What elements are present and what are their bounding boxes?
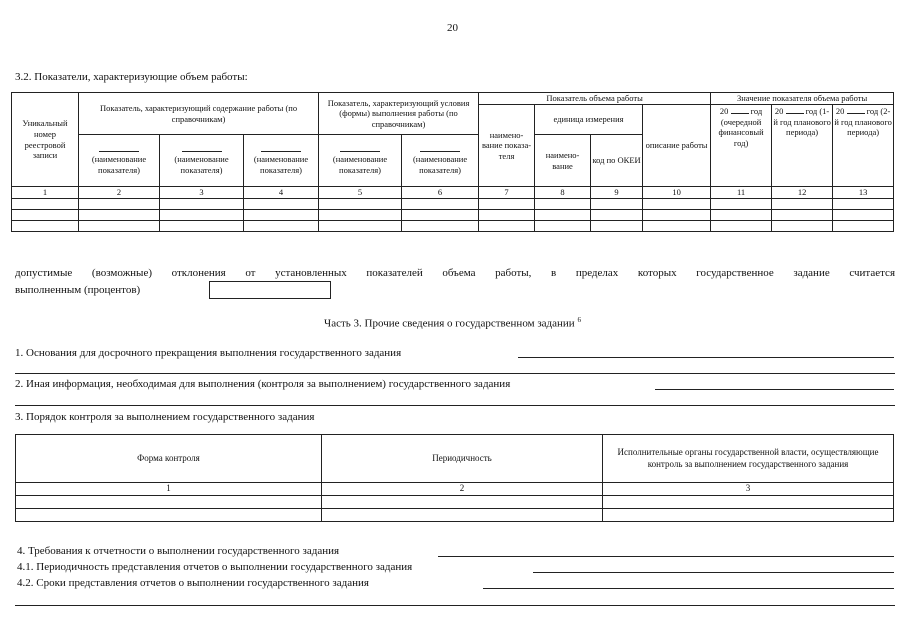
header-unit: единица измерения	[535, 105, 643, 135]
header-unit-name: наимено-вание	[535, 135, 591, 187]
header-control-form: Форма контроля	[16, 435, 322, 483]
question-3: 3. Порядок контроля за выполнением государственного задания	[15, 411, 315, 423]
header-name-indicator-4: (наименование показателя)	[319, 135, 402, 187]
col-number: 8	[535, 187, 591, 199]
col-number: 4	[244, 187, 319, 199]
header-periodicity: Периодичность	[322, 435, 603, 483]
header-volume-indicator: Показатель объема работы	[479, 93, 711, 105]
footnote-marker: 6	[577, 316, 581, 324]
col-number: 13	[833, 187, 894, 199]
page-number: 20	[447, 22, 458, 34]
col-number: 11	[711, 187, 772, 199]
table-row	[12, 220, 894, 231]
table-row	[16, 495, 894, 508]
header-indicator-name: наимено-вание показа-теля	[479, 105, 535, 187]
section-title: 3.2. Показатели, характеризующие объем работы:	[15, 71, 248, 83]
part3-title: Часть 3. Прочие сведения о государственном задании $^6$	[324, 316, 581, 330]
header-work-description: описание работы	[643, 105, 711, 187]
col-number: 1	[12, 187, 79, 199]
question-4-1: 4.1. Периодичность представления отчетов о выполнении государственного задания	[17, 561, 413, 573]
col-number: 10	[643, 187, 711, 199]
col-number: 1	[16, 483, 322, 496]
question-1: 1. Основания для досрочного прекращения выполнения государственного задания	[15, 347, 402, 359]
column-numbers-row	[16, 483, 894, 496]
col-number: 2	[79, 187, 160, 199]
answer-line-4[interactable]	[438, 556, 894, 557]
col-number: 7	[479, 187, 535, 199]
table-row	[16, 508, 894, 521]
header-conditions-indicator: Показатель, характеризующий условия (формы) выполнения работы (по справочникам)	[319, 93, 479, 135]
header-content-indicator: Показатель, характеризующий содержание работы (по справочникам)	[79, 93, 319, 135]
question-4-2: 4.2. Сроки представления отчетов о выполнении государственного задания	[17, 577, 369, 589]
table-row	[12, 209, 894, 220]
answer-line-4-2b[interactable]	[15, 605, 895, 606]
col-number: 6	[402, 187, 479, 199]
col-number: 3	[160, 187, 244, 199]
col-number: 12	[772, 187, 833, 199]
header-unique-number: Уникальный номер реестровой записи	[12, 93, 79, 187]
col-number: 5	[319, 187, 402, 199]
question-4: 4. Требования к отчетности о выполнении государственного задания	[17, 545, 340, 557]
header-name-indicator-5: (наименование показателя)	[402, 135, 479, 187]
header-name-indicator-1: (наименование показателя)	[79, 135, 160, 187]
table-row	[12, 198, 894, 209]
question-2: 2. Иная информация, необходимая для выполнения (контроля за выполнением) государственного задания	[15, 378, 511, 390]
deviation-percent-field[interactable]	[209, 281, 331, 299]
header-year-1: 20 год (очередной финансовый год)	[711, 105, 772, 187]
column-numbers-row	[12, 187, 894, 199]
answer-line-2b[interactable]	[15, 405, 895, 406]
header-year-3: 20 год (2-й год планового периода)	[833, 105, 894, 187]
col-number: 9	[591, 187, 643, 199]
deviation-text: допустимые (возможные) отклонения от установленных показателей объема работы, в пределах которых государственное задание считается	[15, 267, 895, 279]
deviation-text-continued: выполненным (процентов)	[15, 284, 141, 296]
header-year-2: 20 год (1-й год планового периода)	[772, 105, 833, 187]
control-procedure-table	[15, 434, 894, 522]
header-control-organs: Исполнительные органы государственной власти, осуществляющие контроль за выполнением государственного задания	[603, 435, 894, 483]
header-volume-value: Значение показателя объема работы	[711, 93, 894, 105]
col-number: 2	[322, 483, 603, 496]
answer-line-4-1[interactable]	[533, 572, 894, 573]
answer-line-2[interactable]	[655, 389, 894, 390]
volume-indicators-table	[11, 92, 894, 232]
answer-line-4-2[interactable]	[483, 588, 894, 589]
col-number: 3	[603, 483, 894, 496]
answer-line-1[interactable]	[518, 357, 894, 358]
header-name-indicator-2: (наименование показателя)	[160, 135, 244, 187]
header-okei-code: код по ОКЕИ	[591, 135, 643, 187]
answer-line-1b[interactable]	[15, 373, 895, 374]
header-name-indicator-3: (наименование показателя)	[244, 135, 319, 187]
